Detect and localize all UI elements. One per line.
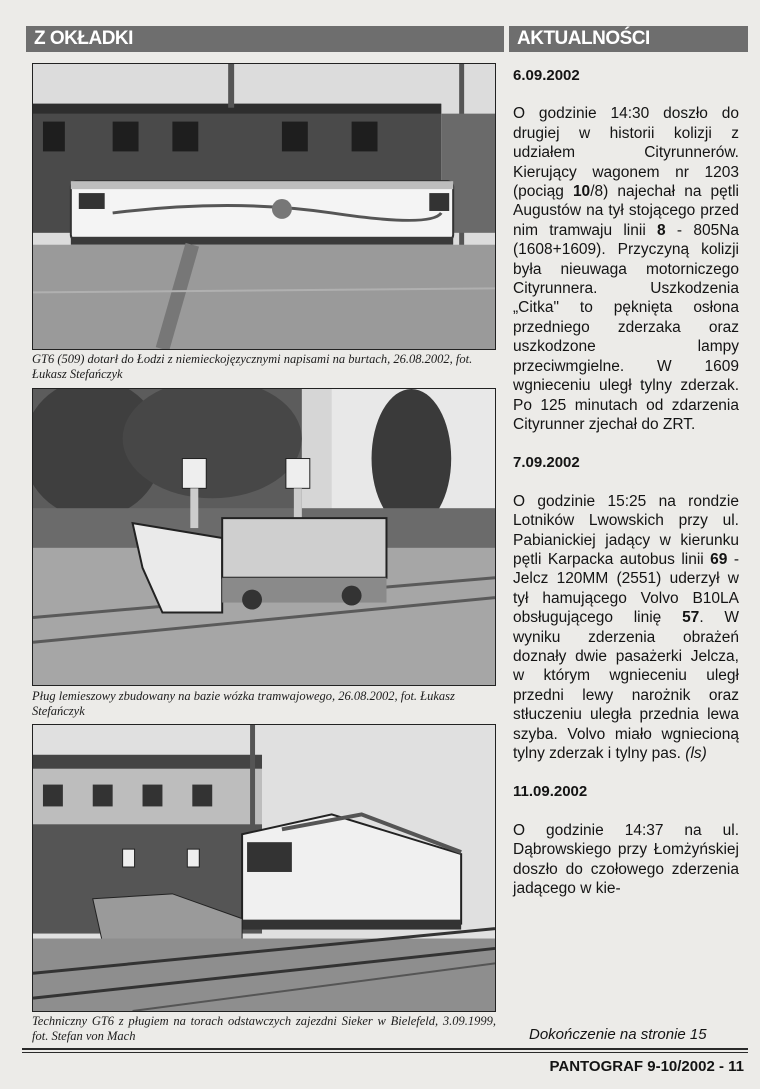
news-date: 6.09.2002	[513, 67, 580, 84]
news-date: 7.09.2002	[513, 454, 580, 472]
news-text: - Jelcz 120MM (2551) uderzył w tył hamującego Volvo B10LA obsługującego linię	[513, 550, 740, 627]
news-text: /8) najechał na pętli Augustów na tył stojącego przed nim tramwaju linii	[513, 183, 739, 239]
photo-caption-1: GT6 (509) dotarł do Łodzi z niemieckojęzycznymi napisami na burtach, 26.08.2002, fot. Łukasz Stefańczyk	[32, 352, 473, 381]
news-paragraph	[513, 492, 739, 764]
news-author: (ls)	[685, 745, 707, 762]
photo-technical-gt6	[32, 724, 496, 1012]
news-column	[513, 60, 739, 917]
news-paragraph	[513, 104, 739, 434]
section-header-cover: Z OKŁADKI	[26, 26, 504, 52]
photo-caption-3: Techniczny GT6 z pługiem na torach odstawczych zajezdni Sieker w Bielefeld, 3.09.1999, fot. Stefan von Mach	[32, 1014, 496, 1043]
news-paragraph	[513, 821, 739, 899]
news-bold-number: 8	[657, 221, 666, 239]
news-text: . W wyniku zderzenia obrażeń doznały dwie pasażerki Jelcza, w którym wgnieceniu uległ przedni lewy narożnik oraz stłuczeniu uległa przednia lewa szyba. Volvo miało wgniecioną tylny zderzak i tylny pas.	[513, 609, 740, 762]
news-text: - 805Na (1608+1609). Przyczyną kolizji była nieuwaga motorniczego Cityrunnera. Uszkodzenia „Citka" to pęknięta osłona przedniego zderzaka oraz uszkodzone lampy przeciwmgielne. W 1609 wgnieceniu uległ tylny zderzak. Po 125 minutach od zdarzenia Cityrunner zjechał do ZRT.	[513, 221, 740, 433]
continued-note: Dokończenie na stronie 15	[529, 1026, 707, 1043]
news-text: O godzinie 14:30 doszło do drugiej w historii kolizji z udziałem Cityrunnerów. Kierujący wagonem nr 1203 (pociąg	[513, 105, 739, 201]
photo-caption-2: Pług lemieszowy zbudowany na bazie wózka tramwajowego, 26.08.2002, fot. Łukasz Stefańczyk	[32, 689, 455, 718]
news-bold-number: 10	[572, 183, 591, 201]
news-date: 11.09.2002	[513, 783, 588, 801]
news-text: O godzinie 14:37 na ul. Dąbrowskiego przy Łomżyńskiej doszło do czołowego zderzenia jadącego w kie-	[513, 821, 739, 898]
section-header-news: AKTUALNOŚCI	[509, 26, 748, 52]
footer-rule-thin	[22, 1052, 748, 1053]
news-bold-number: 57	[682, 609, 700, 627]
news-bold-number: 69	[710, 550, 728, 568]
page-footer: PANTOGRAF 9-10/2002 - 11	[549, 1058, 744, 1075]
photo-gt6-tram	[32, 63, 496, 350]
photo-snow-plough	[32, 388, 496, 686]
news-text: O godzinie 15:25 na rondzie Lotników Lwowskich przy ul. Pabianickiej jadący w kierunku pętli Karpacka autobus linii	[513, 492, 739, 568]
footer-rule	[22, 1048, 748, 1050]
